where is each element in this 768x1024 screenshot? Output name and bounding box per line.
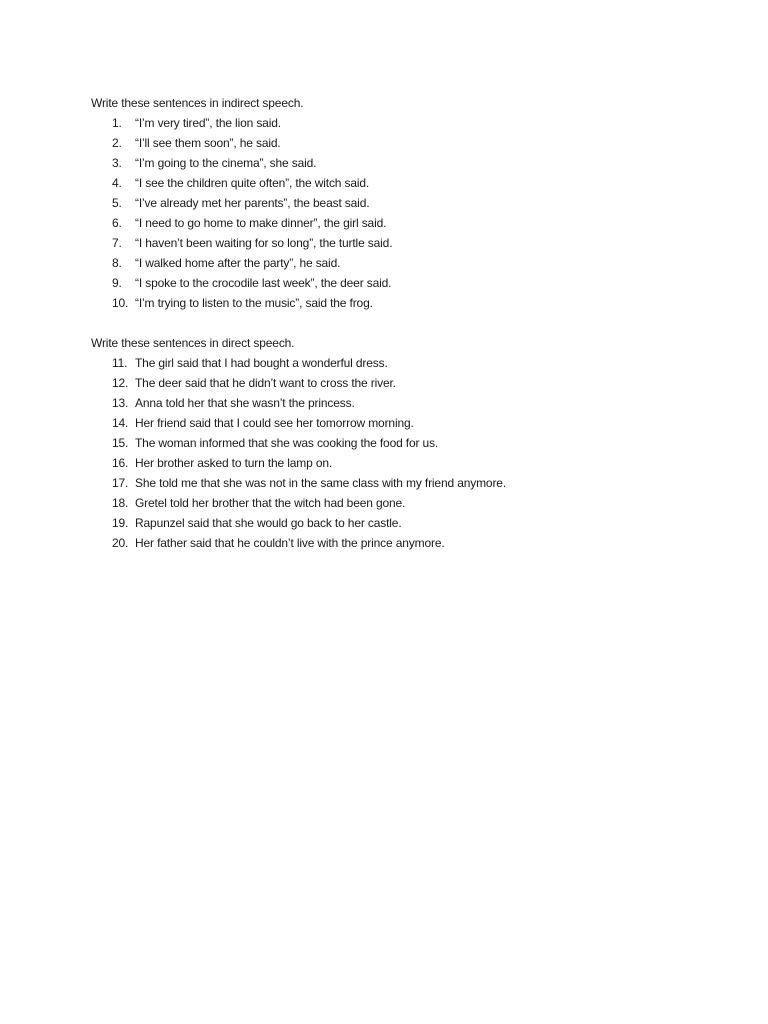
item-text: The girl said that I had bought a wonderful dress. — [135, 356, 388, 370]
item-text: “I need to go home to make dinner”, the girl said. — [135, 216, 387, 230]
list-item — [91, 353, 731, 373]
item-text: The woman informed that she was cooking the food for us. — [135, 436, 439, 450]
item-text: Her father said that he couldn’t live with the prince anymore. — [135, 536, 445, 550]
list-item — [91, 513, 731, 533]
list-item — [91, 533, 731, 553]
item-number: 9. — [112, 276, 122, 290]
list-item — [91, 133, 731, 153]
list-item — [91, 473, 731, 493]
item-number: 14. — [112, 416, 129, 430]
item-number: 13. — [112, 396, 129, 410]
list-item — [91, 273, 731, 293]
item-text: Her brother asked to turn the lamp on. — [135, 456, 333, 470]
item-number: 11. — [112, 356, 128, 370]
list-item — [91, 293, 731, 313]
item-text: “I’m very tired”, the lion said. — [135, 116, 281, 130]
list-item — [91, 253, 731, 273]
item-text: “I walked home after the party”, he said. — [135, 256, 341, 270]
item-number: 1. — [112, 116, 122, 130]
item-number: 20. — [112, 536, 129, 550]
item-text: “I’m going to the cinema”, she said. — [135, 156, 317, 170]
list-item — [91, 153, 731, 173]
list-item — [91, 233, 731, 253]
item-text: The deer said that he didn’t want to cross the river. — [135, 376, 396, 390]
indirect-speech-list — [91, 113, 731, 313]
item-number: 12. — [112, 376, 129, 390]
item-number: 3. — [112, 156, 122, 170]
item-number: 16. — [112, 456, 129, 470]
item-number: 15. — [112, 436, 129, 450]
list-item — [91, 193, 731, 213]
list-item — [91, 213, 731, 233]
list-item — [91, 173, 731, 193]
item-text: Anna told her that she wasn’t the princess. — [135, 396, 355, 410]
item-number: 7. — [112, 236, 122, 250]
direct-speech-list — [91, 353, 731, 553]
list-item — [91, 113, 731, 133]
list-item — [91, 493, 731, 513]
item-text: “I spoke to the crocodile last week”, the deer said. — [135, 276, 392, 290]
item-text: “I see the children quite often”, the witch said. — [135, 176, 370, 190]
list-item — [91, 393, 731, 413]
direct-speech-instruction: Write these sentences in direct speech. — [91, 336, 295, 350]
item-number: 5. — [112, 196, 122, 210]
list-item — [91, 433, 731, 453]
list-item — [91, 373, 731, 393]
item-text: She told me that she was not in the same class with my friend anymore. — [135, 476, 507, 490]
item-number: 6. — [112, 216, 122, 230]
item-number: 4. — [112, 176, 122, 190]
item-number: 17. — [112, 476, 129, 490]
direct-speech-section — [91, 333, 731, 553]
item-number: 8. — [112, 256, 122, 270]
item-number: 2. — [112, 136, 122, 150]
item-number: 10. — [112, 296, 129, 310]
item-text: “I’m trying to listen to the music”, said the frog. — [135, 296, 373, 310]
indirect-speech-instruction: Write these sentences in indirect speech. — [91, 96, 304, 110]
item-text: “I haven’t been waiting for so long”, the turtle said. — [135, 236, 393, 250]
list-item — [91, 413, 731, 433]
item-text: Her friend said that I could see her tomorrow morning. — [135, 416, 414, 430]
item-text: Rapunzel said that she would go back to her castle. — [135, 516, 402, 530]
list-item — [91, 453, 731, 473]
item-number: 18. — [112, 496, 129, 510]
indirect-speech-section — [91, 93, 731, 313]
item-number: 19. — [112, 516, 129, 530]
item-text: “I’ll see them soon”, he said. — [135, 136, 281, 150]
item-text: Gretel told her brother that the witch had been gone. — [135, 496, 406, 510]
item-text: “I’ve already met her parents”, the beast said. — [135, 196, 370, 210]
